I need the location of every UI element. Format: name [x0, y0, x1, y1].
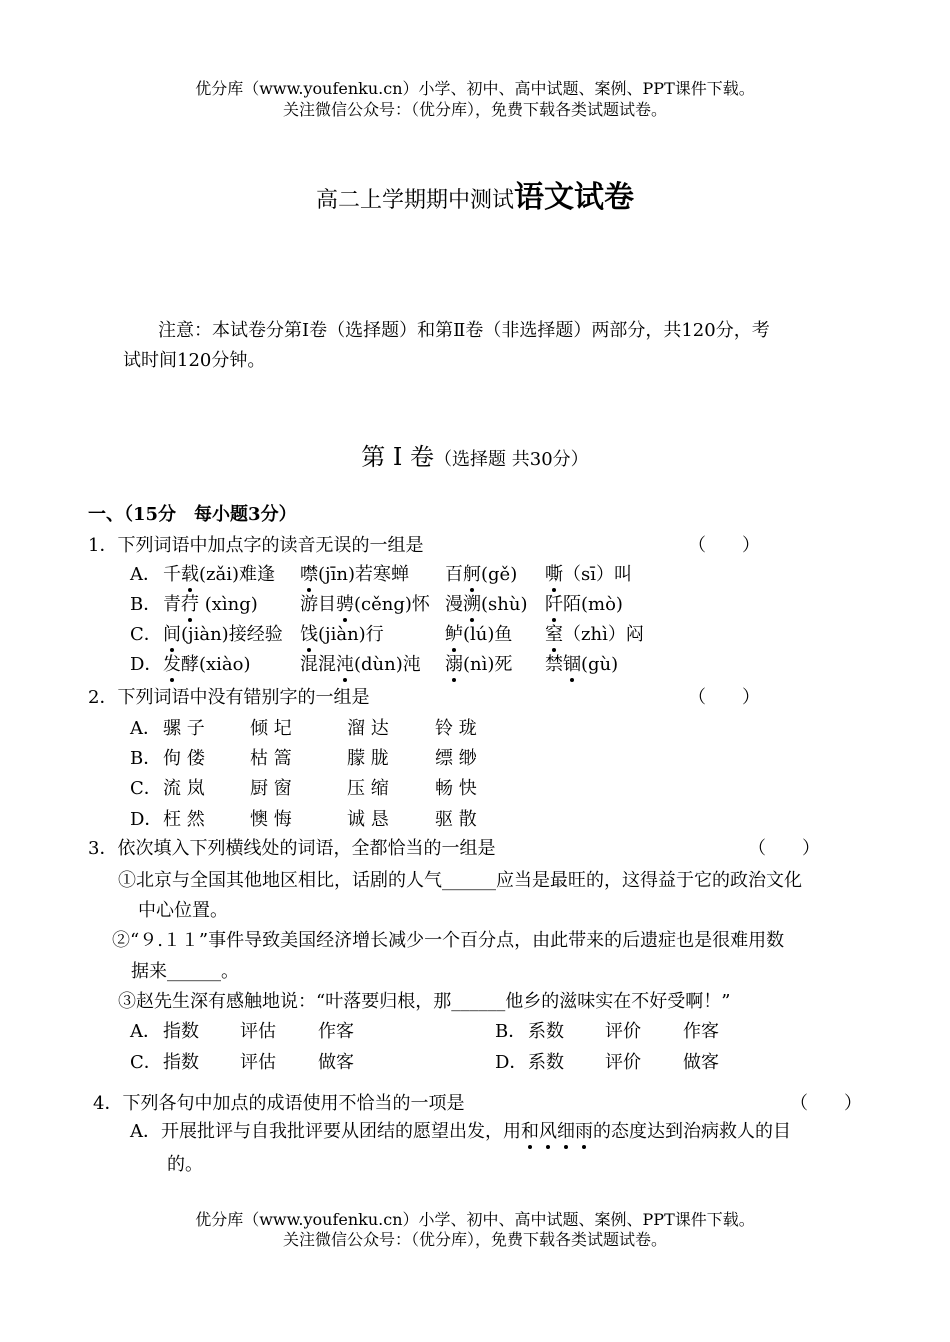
q3-option-letter: A． — [130, 1021, 161, 1042]
q3-sentence-2a: ②“９.１１”事件导致美国经济增长减少一个百分点，由此带来的后遗症也是很难用数 — [112, 930, 785, 951]
item-post: (cěng)怀 — [354, 594, 430, 615]
q2-option-word: 驱 散 — [435, 809, 477, 830]
q1-option-item — [163, 590, 258, 616]
q1-option-item — [163, 560, 275, 586]
dotted-char: 锢 — [563, 650, 581, 676]
q1-option-letter: D． — [130, 654, 163, 675]
dotted-char: 间 — [163, 620, 181, 646]
dotted-char: 和 — [521, 1117, 539, 1143]
item-post: (dùn)沌 — [354, 654, 421, 675]
q1-option-item — [445, 650, 512, 676]
dotted-char: 鲈 — [445, 620, 463, 646]
q3-option-word: 指数 — [163, 1021, 199, 1042]
q4-answer-paren: （ ） — [790, 1093, 862, 1114]
item-post: (jīn)若寒蝉 — [318, 564, 409, 585]
item-pre: 千 — [163, 564, 181, 585]
item-post: 陌(mò) — [563, 594, 623, 615]
q2-option-word: 枉 然 — [163, 809, 205, 830]
q3-option-letter: B． — [495, 1021, 527, 1042]
q3-sentence-2b: 据来______。 — [131, 961, 239, 982]
q3-answer-paren: （ ） — [748, 838, 820, 859]
q1-option-item — [300, 590, 430, 616]
item-pre: 百 — [445, 564, 463, 585]
dotted-char: 发 — [163, 650, 181, 676]
q3-option-letter: C． — [130, 1052, 162, 1073]
q3-option-word: 指数 — [163, 1052, 199, 1073]
item-post: （zhì）闷 — [563, 624, 644, 645]
q1-option-item — [163, 620, 283, 646]
q4-option-a-pre: 开展批评与自我批评要从团结的愿望出发，用 — [161, 1121, 521, 1142]
header-line-1: 优分库（www.youfenku.cn）小学、初中、高中试题、案例、PPT课件下载。 — [195, 79, 755, 98]
dotted-char: 窒 — [545, 620, 563, 646]
item-pre: 青 — [163, 594, 181, 615]
item-post: （sī）叫 — [563, 564, 632, 585]
q3-option-word: 评价 — [605, 1052, 641, 1073]
dotted-char: 雨 — [575, 1117, 593, 1143]
header-line-2: 关注微信公众号：（优分库），免费下载各类试题试卷。 — [282, 100, 667, 119]
q2-option-word: 朦 胧 — [347, 748, 389, 769]
dotted-char: 载 — [181, 560, 199, 586]
footer-line-2: 关注微信公众号：（优分库），免费下载各类试题试卷。 — [282, 1230, 667, 1249]
q1-option-item — [545, 590, 623, 616]
dotted-char: 沌 — [336, 650, 354, 676]
q1-option-letter: C． — [130, 624, 162, 645]
q2-option-word: 诚 恳 — [347, 809, 389, 830]
q1-option-item — [545, 560, 632, 586]
dotted-char: 骋 — [336, 590, 354, 616]
item-post: (xìng) — [199, 594, 258, 615]
q2-option-word: 缥 缈 — [435, 748, 477, 769]
dotted-char: 阡 — [545, 590, 563, 616]
dotted-char: 溯 — [463, 590, 481, 616]
q3-option-word: 评估 — [240, 1052, 276, 1073]
item-post: 酵(xiào) — [181, 654, 251, 675]
q1-option-item — [445, 560, 517, 586]
dotted-char: 噤 — [300, 560, 318, 586]
dotted-char: 嘶 — [545, 560, 563, 586]
q2-option-word: 畅 快 — [435, 778, 477, 799]
item-post: (gù) — [581, 654, 619, 675]
section-subtitle: （选择题 共30分） — [434, 449, 589, 470]
q2-option-word: 懊 悔 — [250, 809, 292, 830]
q3-option-word: 评估 — [240, 1021, 276, 1042]
item-post: (gě) — [481, 564, 518, 585]
q1-option-item — [300, 650, 421, 676]
page-title — [0, 172, 950, 216]
q1-option-item — [163, 650, 251, 676]
notice-line-2: 试时间120分钟。 — [123, 350, 266, 371]
q3-sentence-3: ③赵先生深有感触地说：“叶落要归根，那______他乡的滋味实在不好受啊！” — [118, 991, 731, 1012]
item-pre: 游目 — [300, 594, 336, 615]
notice-line-1: 注意：本试卷分第Ⅰ卷（选择题）和第Ⅱ卷（非选择题）两部分，共120分，考 — [158, 320, 770, 341]
q4-option-a-letter: A． — [130, 1121, 161, 1142]
q1-option-item — [445, 590, 527, 616]
dotted-char: 舸 — [463, 560, 481, 586]
q2-option-word: 铃 珑 — [435, 718, 477, 739]
q3-option-word: 作客 — [318, 1021, 354, 1042]
q3-option-word: 做客 — [318, 1052, 354, 1073]
q3-option-letter: D． — [495, 1052, 528, 1073]
footer-line-1: 优分库（www.youfenku.cn）小学、初中、高中试题、案例、PPT课件下载。 — [195, 1210, 755, 1229]
q1-option-letter: A． — [130, 564, 161, 585]
dotted-char: 溺 — [445, 650, 463, 676]
q1-answer-paren: （ ） — [688, 535, 760, 556]
q2-option-word: 流 岚 — [163, 778, 205, 799]
section-title: 第 Ⅰ 卷 — [361, 443, 435, 471]
q3-option-word: 评价 — [605, 1021, 641, 1042]
q4-option-a-idiom — [521, 1121, 593, 1142]
q2-answer-paren: （ ） — [688, 687, 760, 708]
q2-option-word: 溜 达 — [347, 718, 389, 739]
q2-option-letter: C． — [130, 778, 162, 799]
q1-option-item — [445, 620, 512, 646]
item-post: (zǎi)难逢 — [199, 564, 276, 585]
q2-option-word: 压 缩 — [347, 778, 389, 799]
q4-option-a-post: 的态度达到治病救人的目 — [593, 1121, 791, 1142]
item-post: (jiàn)行 — [318, 624, 384, 645]
q2-option-word: 倾 圮 — [250, 718, 292, 739]
q1-option-item — [300, 620, 384, 646]
q3-sentence-1b: 中心位置。 — [138, 900, 228, 921]
q2-stem: 2．下列词语中没有错别字的一组是 — [88, 687, 370, 708]
dotted-char: 荇 — [181, 590, 199, 616]
q2-option-word: 佝 偻 — [163, 748, 205, 769]
q2-option-word: 枯 篙 — [250, 748, 292, 769]
item-pre: 漫 — [445, 594, 463, 615]
section-heading — [0, 437, 950, 472]
item-post: (lú)鱼 — [463, 624, 513, 645]
q2-option-letter: A． — [130, 718, 161, 739]
q3-stem: 3．依次填入下列横线处的词语，全都恰当的一组是 — [88, 838, 496, 859]
item-pre: 禁 — [545, 654, 563, 675]
q1-option-item — [545, 620, 644, 646]
item-post: (jiàn)接经验 — [181, 624, 283, 645]
q1-option-letter: B． — [130, 594, 162, 615]
q1-stem: 1．下列词语中加点字的读音无误的一组是 — [88, 535, 424, 556]
q3-option-word: 系数 — [528, 1052, 564, 1073]
q2-option-letter: D． — [130, 809, 163, 830]
q2-option-word: 骡 子 — [163, 718, 205, 739]
item-post: (shù) — [481, 594, 528, 615]
q2-option-word: 厨 窗 — [250, 778, 292, 799]
q1-option-item — [545, 650, 618, 676]
q2-option-letter: B． — [130, 748, 162, 769]
q4-option-a — [130, 1117, 791, 1143]
dotted-char: 细 — [557, 1117, 575, 1143]
q3-option-word: 做客 — [683, 1052, 719, 1073]
part-label: 一、（15分 每小题3分） — [88, 504, 297, 525]
q3-option-word: 系数 — [528, 1021, 564, 1042]
title-prefix: 高二上学期期中测试 — [315, 188, 514, 213]
q4-stem: 4．下列各句中加点的成语使用不恰当的一项是 — [93, 1093, 465, 1114]
dotted-char: 风 — [539, 1117, 557, 1143]
dotted-char: 饯 — [300, 620, 318, 646]
q3-option-word: 作客 — [683, 1021, 719, 1042]
title-main: 语文试卷 — [514, 180, 634, 215]
q4-option-a-cont: 的。 — [167, 1154, 203, 1175]
item-post: (nì)死 — [463, 654, 513, 675]
q1-option-item — [300, 560, 409, 586]
q3-sentence-1a: ①北京与全国其他地区相比，话剧的人气______应当是最旺的，这得益于它的政治文化 — [118, 870, 802, 891]
item-pre: 混混 — [300, 654, 336, 675]
